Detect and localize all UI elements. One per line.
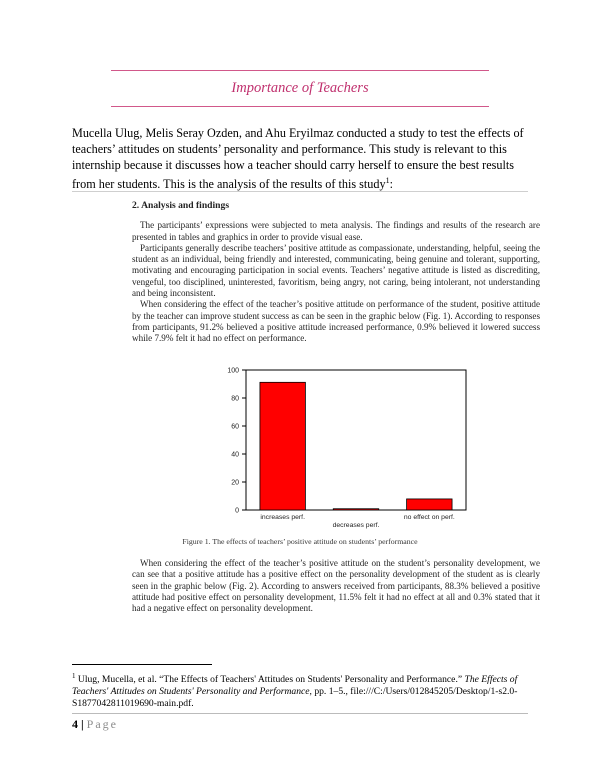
- y-tick-label: 40: [231, 451, 239, 459]
- x-tick-label: decreases perf.: [332, 522, 380, 529]
- figure-1-chart: [216, 362, 486, 534]
- y-tick-label: 0: [235, 507, 239, 515]
- x-tick-label: increases perf.: [260, 514, 305, 521]
- bar: [260, 382, 305, 510]
- title-rule-bottom: [111, 106, 489, 107]
- page-separator: |: [81, 717, 84, 731]
- figure-caption: Figure 1. The effects of teachers’ positive attitude on students’ performance: [182, 537, 418, 546]
- page-number: 4: [72, 717, 78, 731]
- excerpt-paragraph-after-figure: When considering the effect of the teacher’s positive attitude on the student’s personality development, we can see that a positive attitude has a positive effect on the personality development of the student as is clearly seen in the graphic below (Fig. 2). According to answers received from participants, 88.3% believed a positive attitude had positive effect on personality development, 11.5% felt it had no effect at all and 0.3% stated that it had a negative effect on personality development.: [132, 558, 540, 614]
- bar-chart: [216, 362, 486, 534]
- bar: [333, 509, 378, 510]
- bar: [407, 499, 452, 510]
- intro-text: Mucella Ulug, Melis Seray Ozden, and Ahu Eryilmaz conducted a study to test the effects of teachers’ attitudes on students’ personality and performance. This study is relevant to this internship because it discusses how a teacher should carry herself to ensure the best results from her students. This is the analysis of the results of this study: [72, 126, 524, 192]
- excerpt-paragraph: Participants generally describe teachers’ positive attitude as compassionate, understanding, helpful, seeing the student as an individual, being friendly and interested, communicating, being genuine and tolerant, supporting, motivating and encouraging participation in social events. Teachers’ negative attitude is listed as discrediting, vengeful, too disciplined, uninterested, favoritism, being angry, not caring, being intolerant, not understanding and being inconsistent.: [132, 242, 540, 299]
- intro-end: :: [389, 177, 393, 192]
- excerpt-heading: 2. Analysis and findings: [132, 200, 230, 211]
- excerpt-paragraph: When considering the effect of the teacher’s positive attitude on performance of the student, positive attitude by the teacher can improve student success as can be seen in the graphic below (Fig. 1). According to responses from participants, 91.2% believed a positive attitude increased performance, 0.9% believed it lowered success while 7.9% felt it had no effect on performance.: [132, 299, 540, 344]
- page-footer: [72, 717, 118, 732]
- y-tick-label: 60: [231, 423, 239, 431]
- footnote-rule: [72, 664, 212, 665]
- page-label: Page: [86, 717, 118, 731]
- y-tick-label: 80: [231, 395, 239, 403]
- footnote-link[interactable]: , pp. 1–5., file:///C:/Users/012845205/Desktop/1-s2.0-S1877042811019690-main.pdf.: [72, 686, 518, 710]
- excerpt-separator: [72, 191, 528, 192]
- footnote-text: Ulug, Mucella, et al. “The Effects of Teachers' Attitudes on Students' Personality and Performance.”: [75, 674, 465, 686]
- title-rule-top: [111, 70, 489, 71]
- intro-paragraph: [72, 125, 532, 192]
- footnote-marker: 1: [72, 672, 76, 680]
- x-tick-label: no effect on perf.: [403, 514, 455, 521]
- excerpt-paragraph: The participants’ expressions were subjected to meta analysis. The findings and results of the research are presented in tables and graphics in order to provide visual ease.: [132, 220, 540, 242]
- section-title: Importance of Teachers: [231, 80, 369, 96]
- footer-rule: [72, 713, 528, 714]
- footnote-italic-title: The Effects of Teachers' Attitudes on Students' Personality and Performance: [72, 674, 518, 698]
- y-tick-label: 20: [231, 479, 239, 487]
- paper-excerpt: [132, 200, 540, 345]
- footnote: [72, 670, 532, 710]
- footnote-reference[interactable]: 1: [385, 176, 390, 185]
- y-tick-label: 100: [227, 367, 239, 375]
